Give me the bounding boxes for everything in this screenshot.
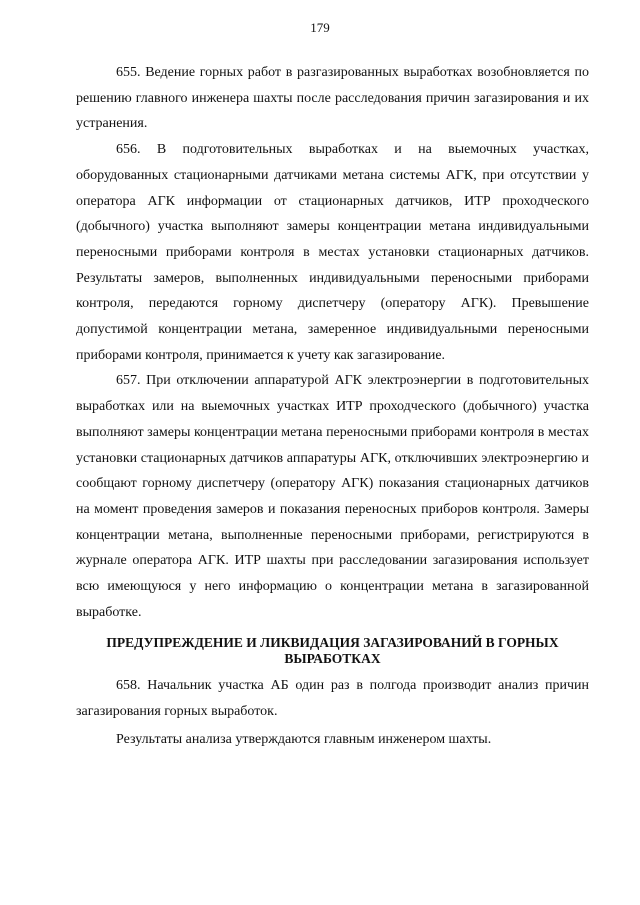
section-heading: ПРЕДУПРЕЖДЕНИЕ И ЛИКВИДАЦИЯ ЗАГАЗИРОВАНИЙ В ГОРНЫХ ВЫРАБОТКАХ bbox=[106, 635, 559, 667]
document-body bbox=[76, 60, 589, 753]
paragraph-656: 656. В подготовительных выработках и на выемочных участках, оборудованных стационарными датчиками метана системы АГК, при отсутствии у оператора АГК информации от стационарных датчиков, ИТР проходческого (добычного) участка выполняют замеры концентрации метана индивидуальными переносными приборами контроля в местах установки стационарных датчиков. Результаты замеров, выполненных индивидуальными переносными приборами контроля, передаются горному диспетчеру (оператору АГК). Превышение допустимой концентрации метана, замеренное индивидуальными переносными приборами контроля, принимается к учету как загазирование. bbox=[76, 142, 589, 363]
page-number: 179 bbox=[310, 20, 330, 35]
paragraph-657: 657. При отключении аппаратурой АГК электроэнергии в подготовительных выработках или на выемочных участках ИТР проходческого (добычного) участка выполняют замеры концентрации метана переносными приборами контроля в местах установки стационарных датчиков аппаратуры АГК, отключивших электроэнергию и сообщают горному диспетчеру (оператору АГК) показания стационарных датчиков на момент проведения замеров и показания переносных приборов контроля. Замеры концентрации метана, выполненные переносными приборами, регистрируются в журнале оператора АГК. ИТР шахты при расследовании загазирования использует всю имеющуюся у него информацию о концентрации метана в загазированной выработке. bbox=[76, 373, 589, 620]
paragraph-results: Результаты анализа утверждаются главным инженером шахты. bbox=[116, 731, 492, 747]
paragraph-658: 658. Начальник участка АБ один раз в полгода производит анализ причин загазирования горных выработок. bbox=[76, 678, 589, 720]
paragraph-655: 655. Ведение горных работ в разгазированных выработках возобновляется по решению главного инженера шахты после расследования причин загазирования и их устранения. bbox=[76, 65, 589, 132]
